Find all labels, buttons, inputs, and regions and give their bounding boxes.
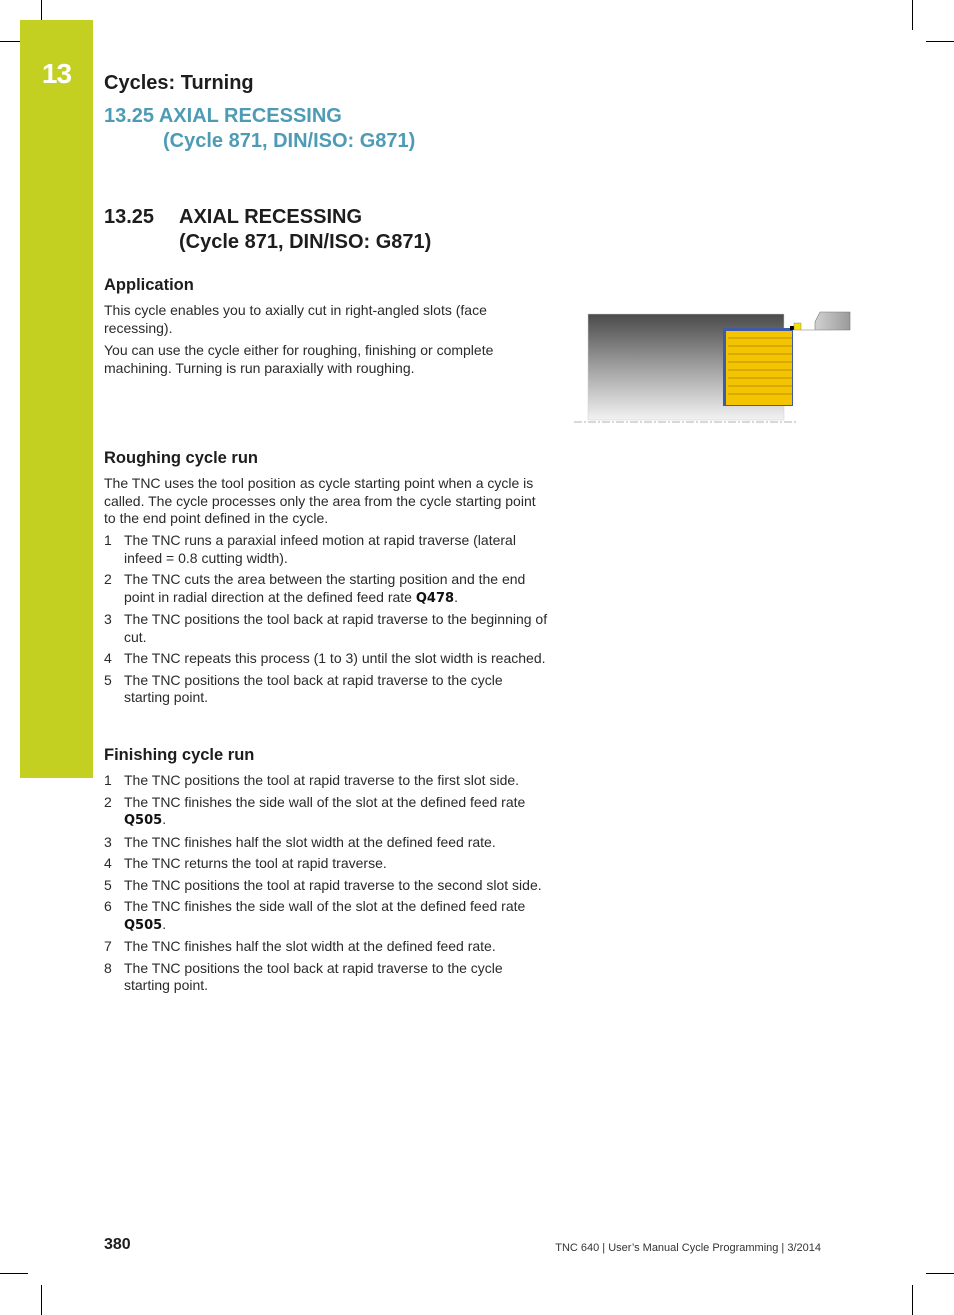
parameter-q505: Q505 [124,813,163,828]
section-title-line2: (Cycle 871, DIN/ISO: G871) [179,231,432,253]
roughing-heading: Roughing cycle run [104,449,259,467]
running-section-line1: 13.25 AXIAL RECESSING [104,105,342,127]
crop-mark [0,41,20,42]
running-section-line2: (Cycle 871, DIN/ISO: G871) [163,130,416,152]
page-number: 380 [104,1236,131,1253]
footer-text: TNC 640 | User’s Manual Cycle Programming | 3/2014 [555,1242,821,1254]
list-item: 1 The TNC positions the tool at rapid traverse to the first slot side. [104,772,520,788]
start-point-marker [790,326,794,330]
parameter-q505: Q505 [124,917,163,933]
crop-mark [926,1273,954,1274]
tool-insert [794,323,801,330]
list-item: 1 The TNC runs a paraxial infeed motion at rapid traverse (lateral infeed = 0.8 cutting width). [104,532,516,566]
section-number: 13.25 [104,206,155,228]
list-item: 3 The TNC finishes half the slot width at the defined feed rate. [104,833,496,850]
crop-mark [912,0,913,30]
roughing-steps [104,532,549,711]
parameter-q478: Q478 [415,590,455,606]
finishing-heading: Finishing cycle run [104,746,255,764]
roughing-intro: The TNC uses the tool position as cycle starting point when a cycle is called. The cycle processes only the area from the cycle starting point to the end point defined in the cycle. [104,475,536,526]
application-para-2: You can use the cycle either for roughing, finishing or complete machining. Turning is run paraxially with roughing. [104,342,494,376]
list-item: 5 The TNC positions the tool back at rapid traverse to the cycle starting point. [104,671,503,705]
list-item: 8 The TNC positions the tool back at rapid traverse to the cycle starting point. [104,959,503,993]
crop-mark [41,1285,42,1315]
list-item: 7 The TNC finishes half the slot width at the defined feed rate. [104,938,496,954]
list-item: 4 The TNC returns the tool at rapid traverse. [104,855,387,871]
chapter-number: 13 [41,58,72,89]
crop-mark [926,41,954,42]
recessing-figure [572,308,852,426]
list-item: 4 The TNC repeats this process (1 to 3) until the slot width is reached. [104,650,546,666]
list-item: 2 The TNC cuts the area between the starting position and the end point in radial direction at the defined feed rate Q478. [104,571,526,606]
list-item: 6 The TNC finishes the side wall of the slot at the defined feed rate Q505. [104,898,526,933]
section-title-line1: AXIAL RECESSING [179,206,362,228]
list-item: 2 The TNC finishes the side wall of the slot at the defined feed rate Q505. [104,793,526,828]
crop-mark [912,1285,913,1315]
finishing-steps [104,772,549,999]
running-section-header [104,104,415,154]
application-heading: Application [104,276,194,294]
list-item: 5 The TNC positions the tool at rapid traverse to the second slot side. [104,876,542,893]
list-item: 3 The TNC positions the tool back at rapid traverse to the beginning of cut. [104,611,548,645]
tool-holder [801,312,850,330]
chapter-tab [20,20,93,778]
application-para-1: This cycle enables you to axially cut in right-angled slots (face recessing). [104,302,487,336]
chapter-title: Cycles: Turning [104,72,254,94]
crop-mark [0,1273,28,1274]
section-title [104,205,431,255]
crop-mark [41,0,42,20]
